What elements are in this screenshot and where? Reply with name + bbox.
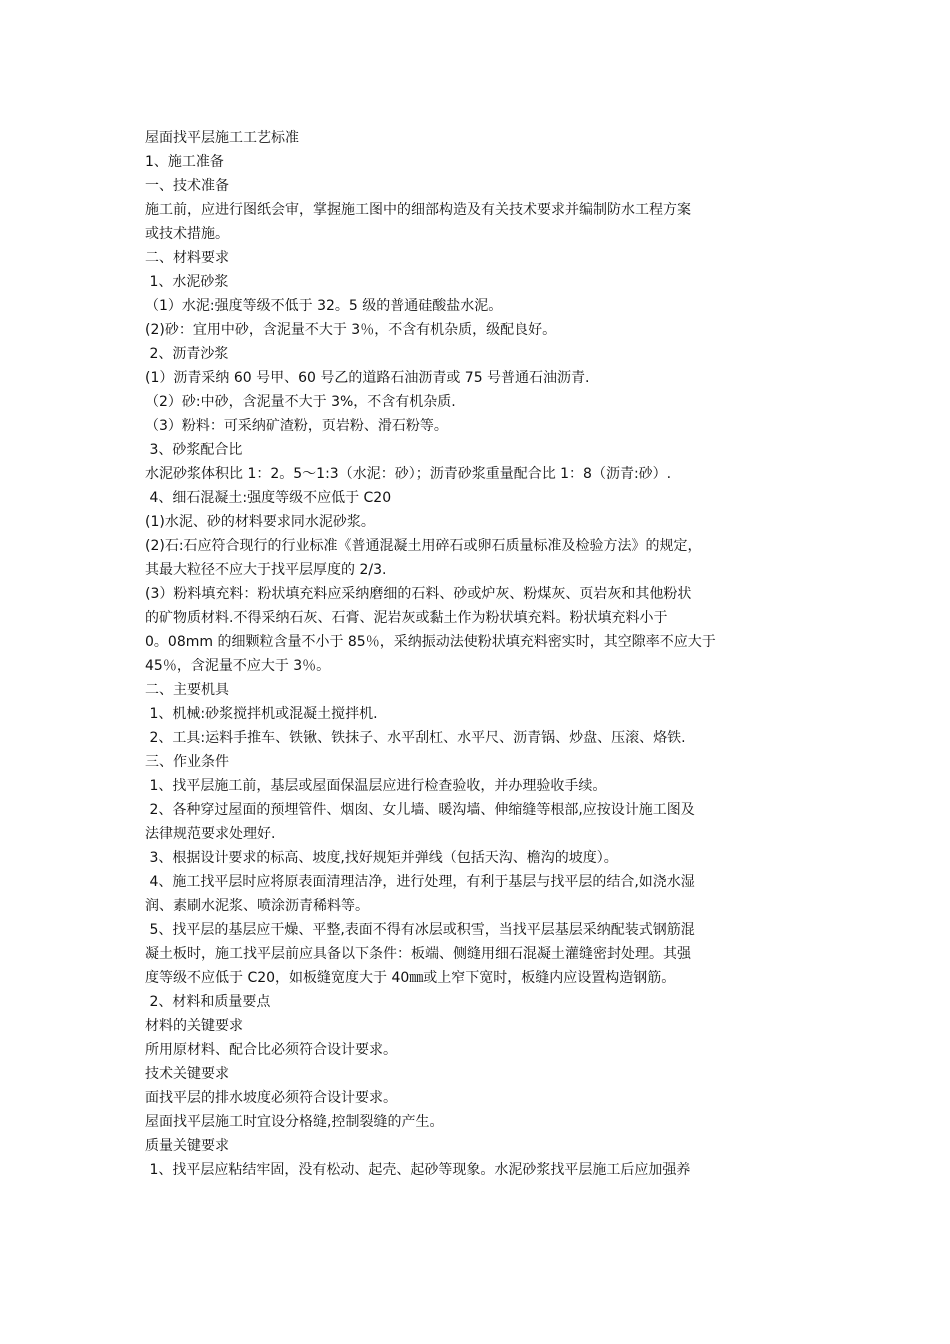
text-line: 度等级不应低于 C20，如板缝宽度大于 40㎜或上窄下宽时，板缝内应设置构造钢筋。 (145, 970, 676, 986)
text-line: (2)石:石应符合现行的行业标准《普通混凝土用碎石或卵石质量标准及检验方法》的规定， (145, 538, 702, 554)
text-line: 0。08mm 的细颗粒含量不小于 85％，采纳振动法使粉状填充料密实时，其空隙率不应大于 (145, 634, 716, 650)
text-line: 4、细石混凝土:强度等级不应低于 C20 (145, 490, 392, 506)
text-line: （1）水泥:强度等级不低于 32。5 级的普通硅酸盐水泥。 (145, 298, 503, 314)
text-line: 1、机械:砂浆搅拌机或混凝土搅拌机. (145, 706, 378, 722)
text-line: 屋面找平层施工时宜设分格缝,控制裂缝的产生。 (145, 1114, 444, 1130)
text-line: 一、技术准备 (145, 178, 229, 194)
text-line: 其最大粒径不应大于找平层厚度的 2/3. (145, 562, 387, 578)
text-line: 三、作业条件 (145, 754, 229, 770)
text-line: 凝土板时，施工找平层前应具备以下条件：板端、侧缝用细石混凝土灌缝密封处理。其强 (145, 946, 691, 962)
text-line: 45％，含泥量不应大于 3％。 (145, 658, 331, 674)
text-line: 二、主要机具 (145, 682, 229, 698)
text-line: 施工前，应进行图纸会审，掌握施工图中的细部构造及有关技术要求并编制防水工程方案 (145, 202, 691, 218)
text-line: 所用原材料、配合比必须符合设计要求。 (145, 1042, 397, 1058)
text-line: 或技术措施。 (145, 226, 229, 242)
text-line: 1、施工准备 (145, 154, 224, 170)
text-line: 2、材料和质量要点 (145, 994, 271, 1010)
text-line: 1、找平层施工前，基层或屋面保温层应进行检查验收，并办理验收手续。 (145, 778, 607, 794)
text-line: 面找平层的排水坡度必须符合设计要求。 (145, 1090, 397, 1106)
text-line: 水泥砂浆体积比 1：2。5～1:3（水泥：砂）；沥青砂浆重量配合比 1：8（沥青:砂）. (145, 466, 672, 482)
text-line: 5、找平层的基层应干燥、平整,表面不得有冰层或积雪，当找平层基层采纳配装式钢筋混 (145, 922, 695, 938)
text-line: 二、材料要求 (145, 250, 229, 266)
text-line: (3）粉料填充料：粉状填充料应采纳磨细的石料、砂或炉灰、粉煤灰、页岩灰和其他粉状 (145, 586, 692, 602)
text-line: 质量关键要求 (145, 1138, 229, 1154)
text-line: 3、根据设计要求的标高、坡度,找好规矩并弹线（包括天沟、檐沟的坡度）。 (145, 850, 618, 866)
text-line: 1、水泥砂浆 (145, 274, 229, 290)
text-line: 技术关键要求 (145, 1066, 229, 1082)
text-line: 4、施工找平层时应将原表面清理洁净，进行处理，有利于基层与找平层的结合,如浇水湿 (145, 874, 695, 890)
text-line: 的矿物质材料.不得采纳石灰、石膏、泥岩灰或黏土作为粉状填充料。粉状填充料小于 (145, 610, 668, 626)
text-line: 1、找平层应粘结牢固，没有松动、起壳、起砂等现象。水泥砂浆找平层施工后应加强养 (145, 1162, 691, 1178)
text-line: 3、砂浆配合比 (145, 442, 243, 458)
text-line: 2、各种穿过屋面的预埋管件、烟囱、女儿墙、暖沟墙、伸缩缝等根部,应按设计施工图及 (145, 802, 695, 818)
text-line: (1)水泥、砂的材料要求同水泥砂浆。 (145, 514, 375, 530)
document-body (145, 126, 813, 1182)
text-line: 2、沥青沙浆 (145, 346, 229, 362)
text-line: (1）沥青采纳 60 号甲、60 号乙的道路石油沥青或 75 号普通石油沥青. (145, 370, 590, 386)
text-line: 润、素刷水泥浆、喷涂沥青稀料等。 (145, 898, 369, 914)
text-line: 材料的关键要求 (145, 1018, 243, 1034)
text-line: 2、工具:运料手推车、铁锹、铁抹子、水平刮杠、水平尺、沥青锅、炒盘、压滚、烙铁. (145, 730, 686, 746)
document-title: 屋面找平层施工工艺标准 (145, 130, 299, 146)
text-line: 法律规范要求处理好. (145, 826, 276, 842)
text-line: （2）砂:中砂，含泥量不大于 3%，不含有机杂质. (145, 394, 456, 410)
text-line: (2)砂：宜用中砂，含泥量不大于 3％，不含有机杂质，级配良好。 (145, 322, 557, 338)
text-line: （3）粉料：可采纳矿渣粉，页岩粉、滑石粉等。 (145, 418, 448, 434)
